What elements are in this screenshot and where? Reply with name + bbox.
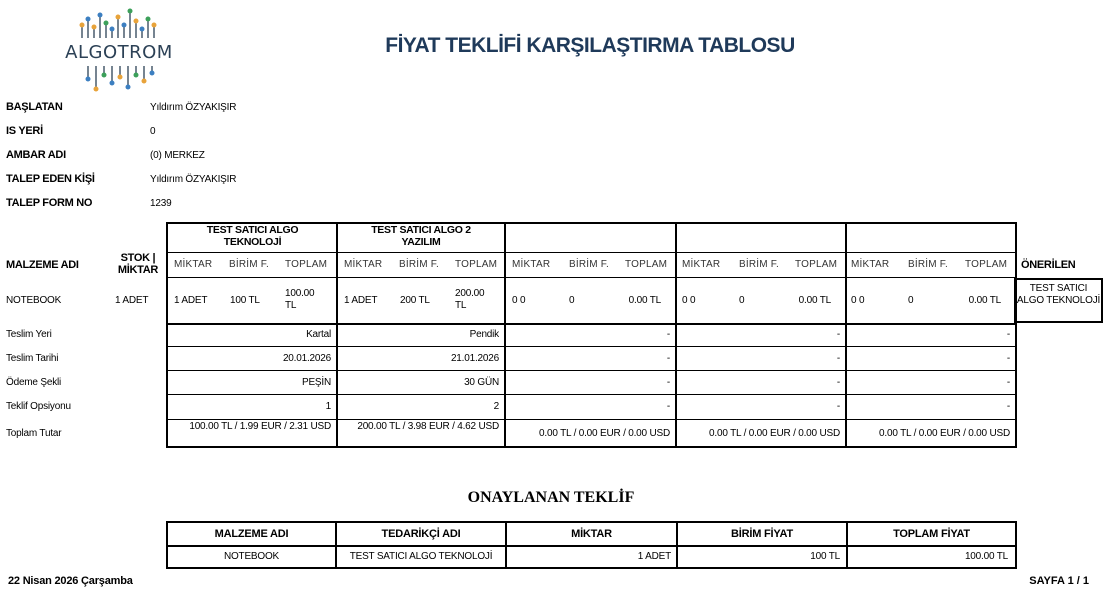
logo-text: ALGOTROM [65, 42, 173, 63]
supplier-2-unit-price: 200 TL [400, 295, 430, 306]
row-label-payment: Ödeme Şekli [6, 377, 62, 388]
supplier-2-payment: 30 GÜN [464, 377, 499, 388]
approved-cell-supplier: TEST SATICI ALGO TEKNOLOJİ [349, 551, 493, 562]
supplier-5-payment: - [1006, 377, 1010, 388]
supplier-2-delivery-place: Pendik [469, 329, 499, 340]
supplier-2-qty: 1 ADET [344, 295, 378, 306]
supplier-5-delivery-place: - [1006, 329, 1010, 340]
material-header: MALZEME ADI [6, 259, 79, 271]
supplier-3-grand-total: 0.00 TL / 0.00 EUR / 0.00 USD [539, 428, 670, 439]
supplier-3-delivery-place: - [666, 329, 670, 340]
supplier-2-grand-total: 200.00 TL / 3.98 EUR / 4.62 USD [357, 421, 499, 432]
supplier-name-1: TEST SATICI ALGO TEKNOLOJİ [206, 224, 299, 248]
approved-header-total-price: TOPLAM FİYAT [893, 528, 970, 540]
row-divider [166, 545, 1017, 547]
supplier-3-unit-price: 0 [569, 295, 575, 306]
stock-header: STOK | MİKTAR [117, 252, 159, 276]
company-logo [58, 8, 180, 96]
approved-header-material: MALZEME ADI [214, 528, 289, 540]
sub-header-unit: BİRİM F. [908, 259, 948, 270]
sub-header-qty: MİKTAR [344, 259, 383, 270]
sub-header-qty: MİKTAR [174, 259, 213, 270]
approved-header-unit-price: BİRİM FİYAT [731, 528, 793, 540]
info-label-form-no: TALEP FORM NO [6, 197, 93, 209]
footer-date: 22 Nisan 2026 Çarşamba [8, 575, 133, 587]
supplier-4-payment: - [836, 377, 840, 388]
info-label-warehouse: AMBAR ADI [6, 149, 66, 161]
col-divider [675, 222, 677, 448]
supplier-5-option: - [1006, 401, 1010, 412]
supplier-1-payment: PEŞİN [301, 377, 331, 388]
supplier-4-option: - [836, 401, 840, 412]
row-divider [166, 394, 1017, 395]
supplier-3-total: 0.00 TL [628, 295, 661, 306]
info-value-initiator: Yıldırım ÖZYAKIŞIR [150, 102, 237, 113]
supplier-3-option: - [666, 401, 670, 412]
supplier-1-unit-price: 100 TL [230, 295, 260, 306]
recommended-supplier: TEST SATICI ALGO TEKNOLOJİ [1016, 283, 1101, 306]
info-label-requester: TALEP EDEN KİŞİ [6, 173, 95, 185]
info-label-initiator: BAŞLATAN [6, 101, 63, 113]
supplier-name-2: TEST SATICI ALGO 2 YAZILIM [371, 224, 471, 248]
info-value-warehouse: (0) MERKEZ [150, 150, 205, 161]
col-divider [336, 222, 338, 448]
sub-header-total: TOPLAM [285, 259, 328, 270]
sub-header-qty: MİKTAR [851, 259, 890, 270]
supplier-2-option: 2 [493, 401, 499, 412]
supplier-5-unit-price: 0 [908, 295, 914, 306]
approved-cell-unit-price: 100 TL [810, 551, 840, 562]
approved-offer-title: ONAYLANAN TEKLİF [467, 489, 635, 506]
footer-page-number: SAYFA 1 / 1 [1029, 575, 1089, 587]
approved-cell-total-price: 100.00 TL [964, 551, 1008, 562]
supplier-2-delivery-date: 21.01.2026 [450, 353, 499, 364]
supplier-1-qty: 1 ADET [174, 295, 208, 306]
supplier-4-total: 0.00 TL [798, 295, 831, 306]
supplier-5-qty: 0 0 [851, 295, 865, 306]
sub-header-unit: BİRİM F. [229, 259, 269, 270]
row-divider [166, 419, 1017, 420]
info-label-workplace: IS YERİ [6, 125, 43, 137]
sub-header-total: TOPLAM [795, 259, 838, 270]
supplier-3-payment: - [666, 377, 670, 388]
supplier-1-delivery-date: 20.01.2026 [282, 353, 331, 364]
sub-header-unit: BİRİM F. [399, 259, 439, 270]
col-divider [504, 222, 506, 448]
approved-cell-qty: 1 ADET [637, 551, 671, 562]
approved-header-qty: MİKTAR [571, 528, 612, 540]
row-label-delivery-date: Teslim Tarihi [6, 353, 59, 364]
row-divider [166, 277, 1017, 278]
row-label-option: Teklif Opsiyonu [6, 401, 71, 412]
col-divider [845, 222, 847, 448]
supplier-5-grand-total: 0.00 TL / 0.00 EUR / 0.00 USD [879, 428, 1010, 439]
supplier-3-delivery-date: - [666, 353, 670, 364]
row-label-delivery-place: Teslim Yeri [6, 329, 52, 340]
supplier-1-option: 1 [325, 401, 331, 412]
item-name: NOTEBOOK [6, 295, 62, 306]
supplier-3-qty: 0 0 [512, 295, 526, 306]
row-label-grand-total: Toplam Tutar [6, 428, 62, 439]
approved-header-supplier: TEDARİKÇİ ADI [381, 528, 461, 540]
supplier-4-delivery-date: - [836, 353, 840, 364]
supplier-5-delivery-date: - [1006, 353, 1010, 364]
supplier-1-delivery-place: Kartal [306, 329, 331, 340]
item-stock: 1 ADET [115, 295, 149, 306]
info-value-form-no: 1239 [150, 198, 172, 209]
supplier-2-total: 200.00 TL [455, 288, 485, 311]
row-divider [166, 252, 1017, 253]
sub-header-total: TOPLAM [455, 259, 498, 270]
sub-header-unit: BİRİM F. [569, 259, 609, 270]
supplier-1-total: 100.00 TL [285, 288, 315, 311]
row-divider [166, 346, 1017, 347]
sub-header-total: TOPLAM [965, 259, 1008, 270]
supplier-1-grand-total: 100.00 TL / 1.99 EUR / 2.31 USD [189, 421, 331, 432]
info-value-workplace: 0 [150, 126, 156, 137]
supplier-4-delivery-place: - [836, 329, 840, 340]
approved-cell-material: NOTEBOOK [223, 551, 280, 562]
sub-header-qty: MİKTAR [512, 259, 551, 270]
row-divider [166, 370, 1017, 371]
info-value-requester: Yıldırım ÖZYAKIŞIR [150, 174, 237, 185]
sub-header-qty: MİKTAR [682, 259, 721, 270]
sub-header-total: TOPLAM [625, 259, 668, 270]
supplier-4-grand-total: 0.00 TL / 0.00 EUR / 0.00 USD [709, 428, 840, 439]
page-title: FİYAT TEKLİFİ KARŞILAŞTIRMA TABLOSU [385, 34, 795, 57]
supplier-5-total: 0.00 TL [968, 295, 1001, 306]
row-divider [166, 323, 1017, 325]
sub-header-unit: BİRİM F. [739, 259, 779, 270]
supplier-4-qty: 0 0 [682, 295, 696, 306]
recommended-header: ÖNERİLEN [1021, 259, 1076, 271]
supplier-4-unit-price: 0 [739, 295, 745, 306]
